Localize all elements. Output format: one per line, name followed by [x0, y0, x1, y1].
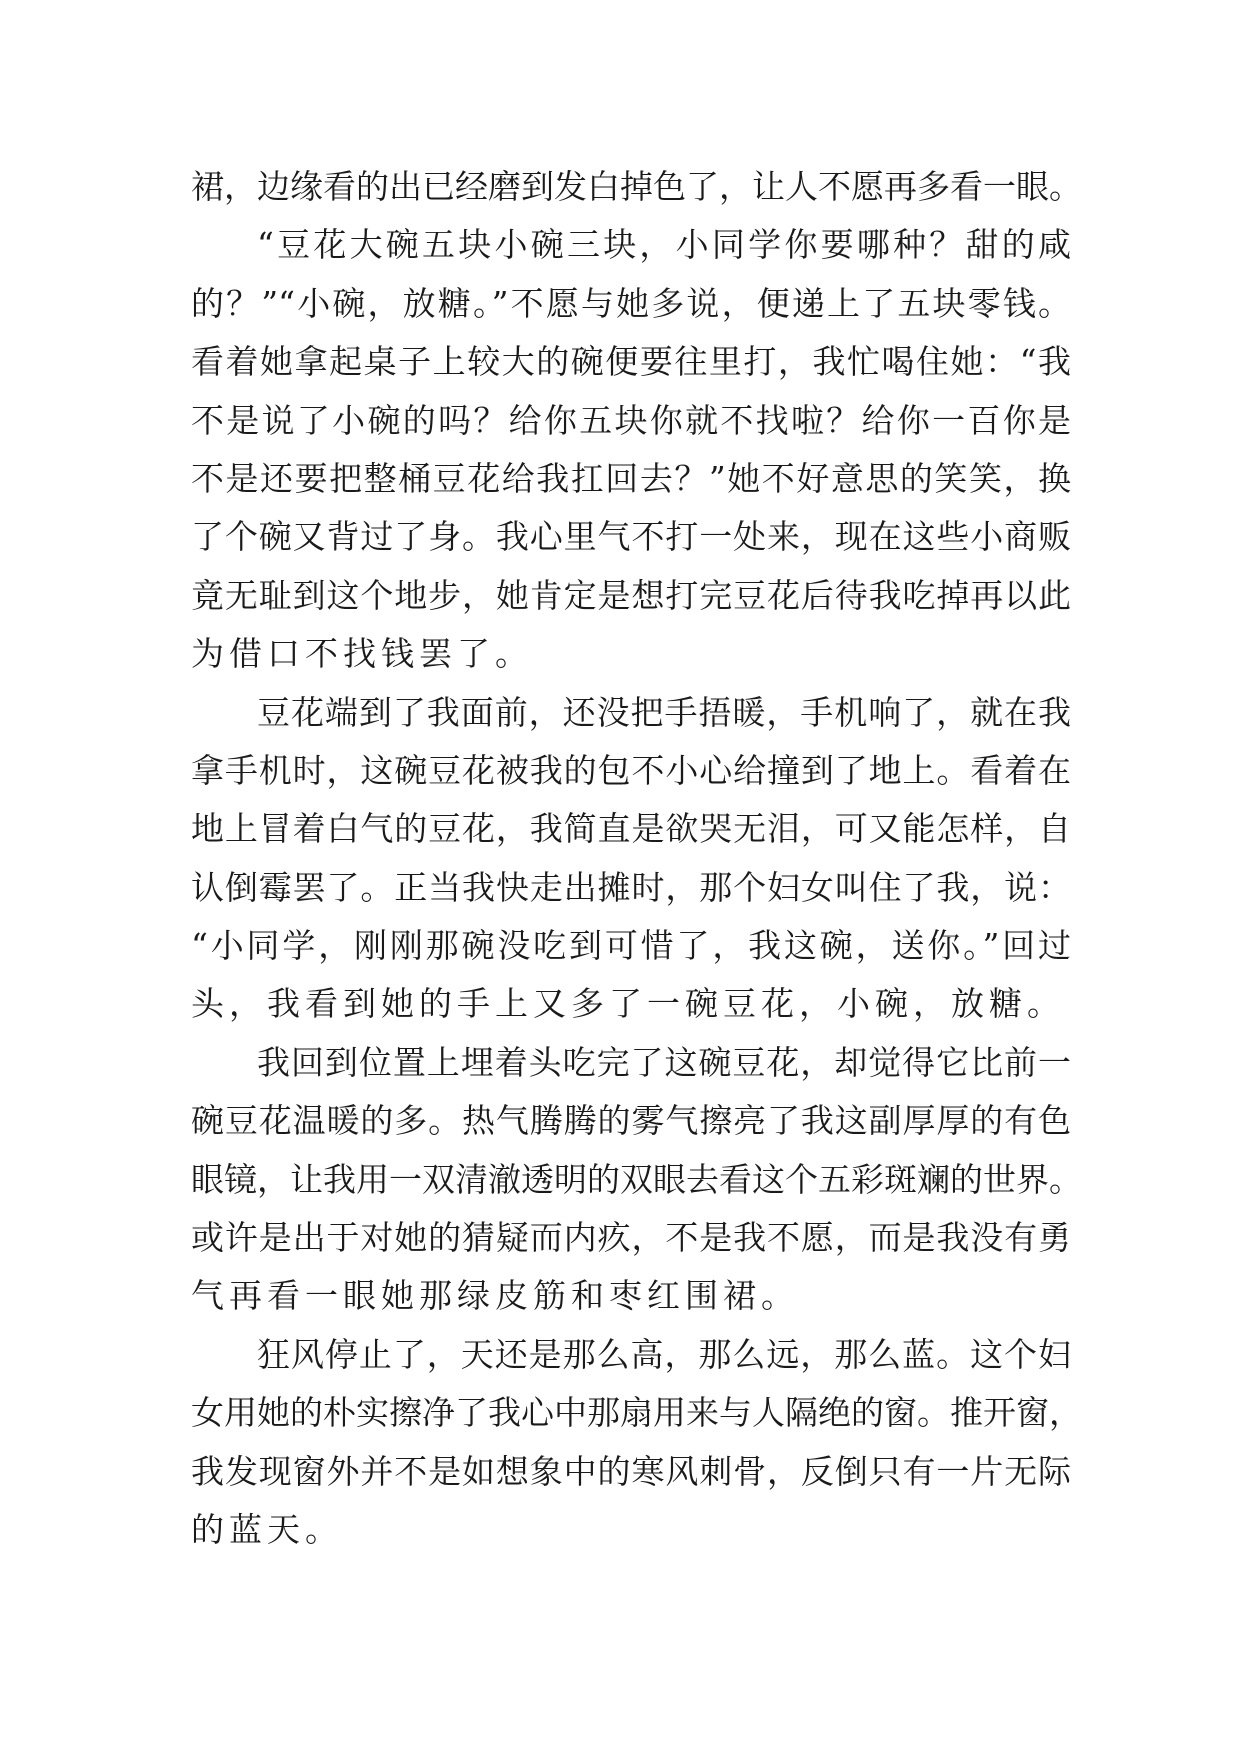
paragraph-last-line: 气再看一眼她那绿皮筋和枣红围裙。 — [191, 1276, 799, 1316]
text-line: 不是还要把整桶豆花给我扛回去？”她不好意思的笑笑，换 — [191, 458, 1071, 498]
paragraph-last-line: 为借口不找钱罢了。 — [191, 634, 533, 674]
text-line: 认倒霉罢了。正当我快走出摊时，那个妇女叫住了我，说： — [191, 867, 1071, 907]
text-line: 看着她拿起桌子上较大的碗便要往里打，我忙喝住她：“我 — [191, 342, 1071, 382]
text-line: 裙，边缘看的出已经磨到发白掉色了，让人不愿再多看一眼。 — [191, 167, 1082, 206]
text-line: 不是说了小碗的吗？给你五块你就不找啦？给你一百你是 — [191, 400, 1071, 440]
paragraph-first-line: 我回到位置上埋着头吃完了这碗豆花，却觉得它比前一 — [257, 1042, 1071, 1082]
paragraph-last-line: 的蓝天。 — [191, 1509, 343, 1549]
text-line: 我发现窗外并不是如想象中的寒风刺骨，反倒只有一片无际 — [191, 1451, 1071, 1491]
essay-body — [191, 158, 1082, 1559]
text-line: 的？”“小碗，放糖。”不愿与她多说，便递上了五块零钱。 — [191, 283, 1071, 323]
text-line: 拿手机时，这碗豆花被我的包不小心给撞到了地上。看着在 — [191, 750, 1071, 790]
text-line: 或许是出于对她的猜疑而内疚，不是我不愿，而是我没有勇 — [191, 1218, 1071, 1258]
text-line: 竟无耻到这个地步，她肯定是想打完豆花后待我吃掉再以此 — [191, 575, 1071, 615]
paragraph-first-line: 豆花端到了我面前，还没把手捂暖，手机响了，就在我 — [257, 692, 1071, 732]
text-line: “小同学，刚刚那碗没吃到可惜了，我这碗，送你。”回过 — [191, 926, 1071, 966]
text-line: 女用她的朴实擦净了我心中那扇用来与人隔绝的窗。推开窗， — [191, 1393, 1082, 1433]
text-line: 碗豆花温暖的多。热气腾腾的雾气擦亮了我这副厚厚的有色 — [191, 1101, 1071, 1141]
paragraph-first-line: “豆花大碗五块小碗三块，小同学你要哪种？甜的咸 — [257, 225, 1071, 265]
paragraph-last-line: 头，我看到她的手上又多了一碗豆花，小碗，放糖。 — [191, 984, 1065, 1024]
text-line: 了个碗又背过了身。我心里气不打一处来，现在这些小商贩 — [191, 517, 1071, 557]
text-line: 地上冒着白气的豆花，我简直是欲哭无泪，可又能怎样，自 — [191, 809, 1071, 849]
paragraph-first-line: 狂风停止了，天还是那么高，那么远，那么蓝。这个妇 — [257, 1334, 1071, 1374]
text-line: 眼镜，让我用一双清澈透明的双眼去看这个五彩斑斓的世界。 — [191, 1159, 1082, 1199]
